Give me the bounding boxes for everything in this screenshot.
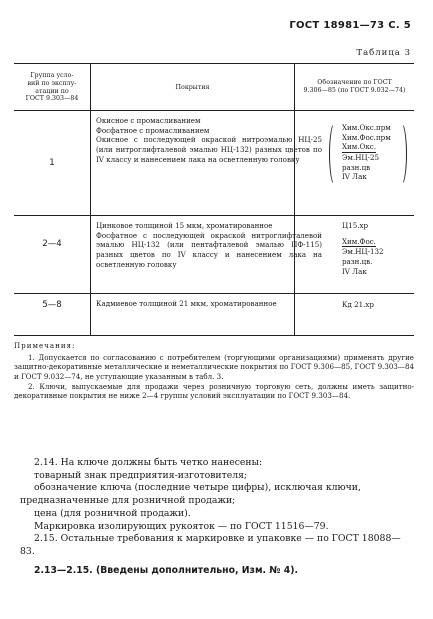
row-2-group: 2—4 <box>42 239 62 249</box>
row-1-group: 1 <box>49 158 55 168</box>
clause-2-14: 2.14. На ключе должны быть четко нанесены: <box>34 457 263 468</box>
body-text <box>20 457 415 577</box>
header-designation: Обозначение по ГОСТ 9.306—85 (по ГОСТ 9.032—74) <box>303 79 406 94</box>
row-divider <box>14 215 414 216</box>
marking-item: товарный знак предприятия-изготовителя; <box>34 469 248 481</box>
column-divider <box>90 64 91 335</box>
marking-item: Маркировка изолирующих рукояток — по ГОСТ 11516—79. <box>34 520 329 532</box>
row-2-coverage: Цинковое толщиной 15 мкм, хроматированное Фосфатное с последующей окраской нитроглифталевой эмалью НЦ-132 (или пентафталевой эмалью ПФ-115) разных цветов по IV классу и нанесением лака на осветленную головку <box>96 221 322 269</box>
left-bracket <box>329 122 341 186</box>
marking-item: обозначение ключа (последние четыре цифры), исключая ключи, предназначенные для розничной продажи; <box>20 482 361 507</box>
table-notes <box>14 341 414 401</box>
row-2-designation: Ц15.хр Хим.Фос. Эм.НЦ-132 разн.цв. IV Лак <box>342 221 384 276</box>
page-header: ГОСТ 18981—73 С. 5 <box>289 20 411 31</box>
row-1-coverage: Окисное с промасливанием Фосфатное с промасливанием Окисное с последующей окраской нитроэмалью НЦ-25 (или нитроглифталевой эмалью НЦ-132) разных цветов по IV классу и нанесением лака на осветленную головку <box>96 116 322 164</box>
header-group: Группа усло- вий по эксплу- атации по ГОСТ 9.303—84 <box>25 72 79 103</box>
coatings-table <box>14 63 414 336</box>
clause-2-15: 2.15. Остальные требования к маркировке и упаковке — по ГОСТ 18088—83. <box>20 533 401 557</box>
table-caption: Таблица 3 <box>356 48 411 58</box>
notes-title: Примечания: <box>14 341 76 350</box>
marking-item: цена (для розничной продажи). <box>34 507 191 519</box>
header-divider <box>14 110 414 111</box>
header-coverage: Покрытия <box>175 84 210 91</box>
note-2: 2. Ключи, выпускаемые для продажи через розничную торговую сеть, должны иметь защитно-декоративные покрытия не ниже 2—4 группы условий эксплуатации по ГОСТ 9.303—84. <box>14 381 414 401</box>
row-3-group: 5—8 <box>42 300 62 310</box>
row-3-designation: Кд 21.хр <box>342 300 374 309</box>
note-1: 1. Допускается по согласованию с потребителем (торгующими организациями) применять другие защитно-декоративные металлические и неметаллические покрытия по ГОСТ 9.306—85, ГОСТ 9.303—84 и ГОСТ 9.032—74, не уступающие указанным в табл. 3. <box>14 353 414 381</box>
column-divider <box>294 64 295 335</box>
row-1-designation: Хим.Окс.прм Хим.Фос.прм Хим.Окс. Эм.НЦ-25 разн.цв IV Лак <box>342 123 391 182</box>
row-divider <box>14 293 414 294</box>
row-3-coverage: Кадмиевое толщиной 21 мкм, хроматированное <box>96 299 277 308</box>
amendment-note: 2.13—2.15. (Введены дополнительно, Изм. № 4). <box>34 564 298 576</box>
